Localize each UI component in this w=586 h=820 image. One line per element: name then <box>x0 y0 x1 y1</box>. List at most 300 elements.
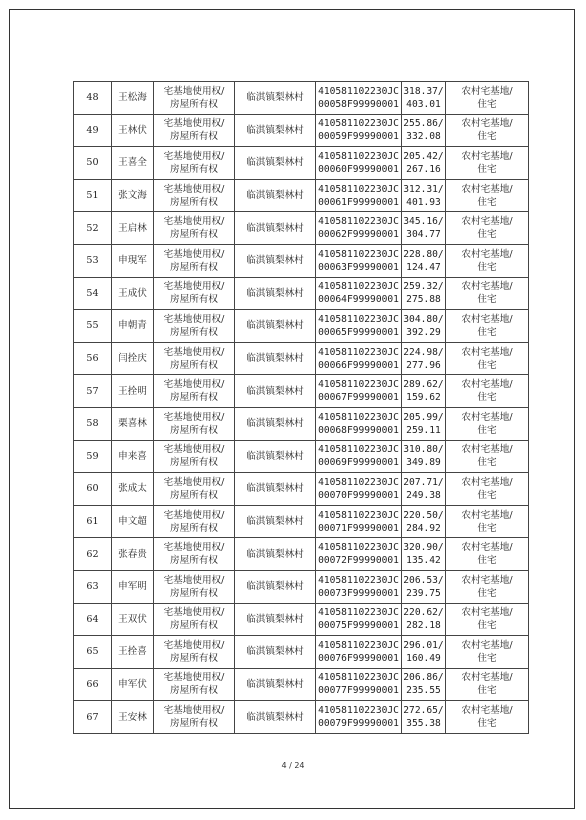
unit-code-line: 00068F99990001 <box>318 424 399 436</box>
right-type-line: 房屋所有权 <box>170 261 218 273</box>
right-type-line: 房屋所有权 <box>170 98 218 110</box>
right-type-line: 宅基地使用权/ <box>163 183 225 195</box>
area-line: 205.42/ <box>403 150 444 162</box>
right-type-cell <box>154 701 235 734</box>
unit-code-cell <box>316 277 402 310</box>
table-row <box>74 310 529 343</box>
owner-name-cell: 申来喜 <box>112 440 154 473</box>
location-cell: 临淇镇梨林村 <box>235 505 316 538</box>
area-line: 282.18 <box>406 620 441 632</box>
right-type-cell <box>154 473 235 506</box>
table-row <box>74 473 529 506</box>
right-type-line: 宅基地使用权/ <box>163 281 225 293</box>
table-row <box>74 147 529 180</box>
owner-name-cell: 王拴明 <box>112 375 154 408</box>
area-line: 320.90/ <box>403 542 444 554</box>
unit-code-line: 410581102230JC <box>318 574 399 586</box>
right-type-line: 宅基地使用权/ <box>163 574 225 586</box>
area-line: 135.42 <box>406 555 441 567</box>
area-cell <box>402 114 446 147</box>
row-number-cell: 65 <box>74 636 112 669</box>
usage-line: 农村宅基地/ <box>461 444 513 456</box>
right-type-line: 宅基地使用权/ <box>163 216 225 228</box>
unit-code-line: 00069F99990001 <box>318 457 399 469</box>
right-type-line: 房屋所有权 <box>170 163 218 175</box>
unit-code-line: 00073F99990001 <box>318 587 399 599</box>
right-type-line: 房屋所有权 <box>170 457 218 469</box>
usage-line: 住宅 <box>477 652 497 664</box>
right-type-line: 宅基地使用权/ <box>163 346 225 358</box>
location-cell: 临淇镇梨林村 <box>235 82 316 115</box>
location-cell: 临淇镇梨林村 <box>235 570 316 603</box>
area-line: 235.55 <box>406 685 441 697</box>
area-line: 349.89 <box>406 457 441 469</box>
usage-line: 农村宅基地/ <box>461 281 513 293</box>
usage-cell <box>446 570 529 603</box>
unit-code-line: 00066F99990001 <box>318 359 399 371</box>
row-number-cell: 66 <box>74 668 112 701</box>
right-type-line: 房屋所有权 <box>170 359 218 371</box>
right-type-line: 房屋所有权 <box>170 196 218 208</box>
right-type-line: 宅基地使用权/ <box>163 444 225 456</box>
table-row <box>74 277 529 310</box>
area-line: 255.86/ <box>403 118 444 130</box>
location-cell: 临淇镇梨林村 <box>235 114 316 147</box>
row-number-cell: 59 <box>74 440 112 473</box>
unit-code-line: 00075F99990001 <box>318 620 399 632</box>
usage-cell <box>446 701 529 734</box>
right-type-line: 房屋所有权 <box>170 620 218 632</box>
area-line: 220.62/ <box>403 607 444 619</box>
right-type-line: 宅基地使用权/ <box>163 313 225 325</box>
right-type-cell <box>154 505 235 538</box>
area-line: 259.32/ <box>403 281 444 293</box>
unit-code-cell <box>316 114 402 147</box>
row-number-cell: 52 <box>74 212 112 245</box>
table-row <box>74 440 529 473</box>
location-cell: 临淇镇梨林村 <box>235 701 316 734</box>
table-row <box>74 570 529 603</box>
usage-line: 住宅 <box>477 392 497 404</box>
owner-name-cell: 王林伏 <box>112 114 154 147</box>
owner-name-cell: 栗喜林 <box>112 407 154 440</box>
unit-code-line: 410581102230JC <box>318 672 399 684</box>
location-cell: 临淇镇梨林村 <box>235 636 316 669</box>
owner-name-cell: 王拴喜 <box>112 636 154 669</box>
unit-code-line: 410581102230JC <box>318 150 399 162</box>
area-line: 277.96 <box>406 359 441 371</box>
usage-cell <box>446 603 529 636</box>
unit-code-cell <box>316 244 402 277</box>
area-cell <box>402 473 446 506</box>
right-type-cell <box>154 82 235 115</box>
right-type-line: 房屋所有权 <box>170 685 218 697</box>
right-type-cell <box>154 440 235 473</box>
unit-code-cell <box>316 179 402 212</box>
usage-line: 农村宅基地/ <box>461 216 513 228</box>
area-cell <box>402 277 446 310</box>
area-line: 124.47 <box>406 261 441 273</box>
row-number-cell: 67 <box>74 701 112 734</box>
right-type-line: 房屋所有权 <box>170 555 218 567</box>
right-type-line: 房屋所有权 <box>170 326 218 338</box>
row-number-cell: 55 <box>74 310 112 343</box>
usage-line: 住宅 <box>477 359 497 371</box>
unit-code-cell <box>316 375 402 408</box>
unit-code-line: 410581102230JC <box>318 411 399 423</box>
unit-code-cell <box>316 701 402 734</box>
unit-code-line: 410581102230JC <box>318 85 399 97</box>
unit-code-line: 410581102230JC <box>318 346 399 358</box>
row-number-cell: 56 <box>74 342 112 375</box>
usage-line: 农村宅基地/ <box>461 542 513 554</box>
unit-code-line: 410581102230JC <box>318 248 399 260</box>
location-cell: 临淇镇梨林村 <box>235 668 316 701</box>
unit-code-line: 410581102230JC <box>318 476 399 488</box>
right-type-cell <box>154 570 235 603</box>
area-line: 249.38 <box>406 489 441 501</box>
unit-code-line: 410581102230JC <box>318 639 399 651</box>
unit-code-line: 00059F99990001 <box>318 131 399 143</box>
right-type-line: 宅基地使用权/ <box>163 542 225 554</box>
area-cell <box>402 603 446 636</box>
unit-code-line: 410581102230JC <box>318 379 399 391</box>
unit-code-cell <box>316 668 402 701</box>
owner-name-cell: 申現军 <box>112 244 154 277</box>
unit-code-line: 410581102230JC <box>318 313 399 325</box>
row-number-cell: 63 <box>74 570 112 603</box>
usage-line: 住宅 <box>477 294 497 306</box>
owner-name-cell: 申军明 <box>112 570 154 603</box>
row-number-cell: 48 <box>74 82 112 115</box>
area-line: 392.29 <box>406 326 441 338</box>
right-type-line: 房屋所有权 <box>170 294 218 306</box>
right-type-line: 宅基地使用权/ <box>163 379 225 391</box>
usage-line: 农村宅基地/ <box>461 150 513 162</box>
right-type-cell <box>154 603 235 636</box>
unit-code-cell <box>316 310 402 343</box>
area-cell <box>402 407 446 440</box>
owner-name-cell: 张春贵 <box>112 538 154 571</box>
usage-line: 农村宅基地/ <box>461 411 513 423</box>
right-type-line: 宅基地使用权/ <box>163 705 225 717</box>
table-row <box>74 244 529 277</box>
right-type-cell <box>154 114 235 147</box>
area-cell <box>402 147 446 180</box>
usage-cell <box>446 668 529 701</box>
area-line: 275.88 <box>406 294 441 306</box>
usage-line: 农村宅基地/ <box>461 574 513 586</box>
usage-line: 住宅 <box>477 196 497 208</box>
usage-line: 住宅 <box>477 522 497 534</box>
location-cell: 临淇镇梨林村 <box>235 277 316 310</box>
usage-cell <box>446 440 529 473</box>
area-line: 289.62/ <box>403 379 444 391</box>
usage-cell <box>446 473 529 506</box>
right-type-line: 房屋所有权 <box>170 229 218 241</box>
right-type-line: 房屋所有权 <box>170 652 218 664</box>
unit-code-line: 00079F99990001 <box>318 718 399 730</box>
usage-line: 住宅 <box>477 229 497 241</box>
location-cell: 临淇镇梨林村 <box>235 440 316 473</box>
right-type-cell <box>154 407 235 440</box>
usage-line: 农村宅基地/ <box>461 476 513 488</box>
row-number-cell: 64 <box>74 603 112 636</box>
area-line: 304.80/ <box>403 313 444 325</box>
table-row <box>74 603 529 636</box>
usage-line: 农村宅基地/ <box>461 509 513 521</box>
right-type-line: 宅基地使用权/ <box>163 150 225 162</box>
right-type-cell <box>154 538 235 571</box>
right-type-line: 宅基地使用权/ <box>163 118 225 130</box>
unit-code-line: 410581102230JC <box>318 216 399 228</box>
unit-code-line: 00065F99990001 <box>318 326 399 338</box>
owner-name-cell: 王成伏 <box>112 277 154 310</box>
unit-code-line: 00058F99990001 <box>318 98 399 110</box>
table-row <box>74 82 529 115</box>
usage-cell <box>446 82 529 115</box>
row-number-cell: 62 <box>74 538 112 571</box>
row-number-cell: 50 <box>74 147 112 180</box>
usage-line: 住宅 <box>477 424 497 436</box>
records-table <box>73 81 529 734</box>
right-type-line: 宅基地使用权/ <box>163 672 225 684</box>
area-line: 259.11 <box>406 424 441 436</box>
area-line: 159.62 <box>406 392 441 404</box>
location-cell: 临淇镇梨林村 <box>235 375 316 408</box>
area-cell <box>402 82 446 115</box>
row-number-cell: 51 <box>74 179 112 212</box>
usage-cell <box>446 114 529 147</box>
area-line: 296.01/ <box>403 639 444 651</box>
location-cell: 临淇镇梨林村 <box>235 603 316 636</box>
owner-name-cell: 王安林 <box>112 701 154 734</box>
area-line: 267.16 <box>406 163 441 175</box>
usage-cell <box>446 212 529 245</box>
usage-cell <box>446 310 529 343</box>
area-cell <box>402 375 446 408</box>
right-type-line: 房屋所有权 <box>170 489 218 501</box>
unit-code-line: 00064F99990001 <box>318 294 399 306</box>
usage-line: 住宅 <box>477 555 497 567</box>
area-line: 160.49 <box>406 652 441 664</box>
unit-code-line: 410581102230JC <box>318 183 399 195</box>
table-row <box>74 538 529 571</box>
location-cell: 临淇镇梨林村 <box>235 342 316 375</box>
usage-line: 住宅 <box>477 685 497 697</box>
unit-code-line: 00071F99990001 <box>318 522 399 534</box>
usage-line: 农村宅基地/ <box>461 639 513 651</box>
area-cell <box>402 668 446 701</box>
unit-code-cell <box>316 82 402 115</box>
unit-code-line: 00067F99990001 <box>318 392 399 404</box>
owner-name-cell: 申文超 <box>112 505 154 538</box>
area-line: 220.50/ <box>403 509 444 521</box>
area-line: 304.77 <box>406 229 441 241</box>
right-type-cell <box>154 342 235 375</box>
row-number-cell: 49 <box>74 114 112 147</box>
unit-code-cell <box>316 147 402 180</box>
table-row <box>74 179 529 212</box>
owner-name-cell: 张文海 <box>112 179 154 212</box>
usage-line: 住宅 <box>477 261 497 273</box>
area-line: 224.98/ <box>403 346 444 358</box>
right-type-cell <box>154 375 235 408</box>
unit-code-cell <box>316 473 402 506</box>
right-type-cell <box>154 636 235 669</box>
unit-code-line: 00063F99990001 <box>318 261 399 273</box>
usage-cell <box>446 277 529 310</box>
table-row <box>74 505 529 538</box>
area-line: 205.99/ <box>403 411 444 423</box>
unit-code-cell <box>316 603 402 636</box>
usage-cell <box>446 179 529 212</box>
right-type-cell <box>154 179 235 212</box>
location-cell: 临淇镇梨林村 <box>235 310 316 343</box>
row-number-cell: 61 <box>74 505 112 538</box>
usage-line: 农村宅基地/ <box>461 313 513 325</box>
unit-code-line: 00077F99990001 <box>318 685 399 697</box>
right-type-cell <box>154 668 235 701</box>
location-cell: 临淇镇梨林村 <box>235 473 316 506</box>
location-cell: 临淇镇梨林村 <box>235 244 316 277</box>
area-line: 207.71/ <box>403 476 444 488</box>
area-line: 355.38 <box>406 718 441 730</box>
area-line: 318.37/ <box>403 85 444 97</box>
unit-code-cell <box>316 636 402 669</box>
unit-code-line: 410581102230JC <box>318 542 399 554</box>
area-cell <box>402 212 446 245</box>
usage-line: 住宅 <box>477 457 497 469</box>
usage-line: 农村宅基地/ <box>461 607 513 619</box>
usage-line: 农村宅基地/ <box>461 379 513 391</box>
right-type-line: 房屋所有权 <box>170 587 218 599</box>
usage-line: 农村宅基地/ <box>461 183 513 195</box>
table-row <box>74 701 529 734</box>
location-cell: 临淇镇梨林村 <box>235 212 316 245</box>
row-number-cell: 60 <box>74 473 112 506</box>
right-type-line: 房屋所有权 <box>170 392 218 404</box>
row-number-cell: 53 <box>74 244 112 277</box>
usage-line: 住宅 <box>477 620 497 632</box>
unit-code-line: 410581102230JC <box>318 444 399 456</box>
area-cell <box>402 440 446 473</box>
area-line: 228.80/ <box>403 248 444 260</box>
area-line: 239.75 <box>406 587 441 599</box>
right-type-line: 宅基地使用权/ <box>163 639 225 651</box>
usage-line: 住宅 <box>477 489 497 501</box>
right-type-line: 房屋所有权 <box>170 522 218 534</box>
page-number: 4 / 24 <box>281 761 305 770</box>
area-cell <box>402 310 446 343</box>
unit-code-cell <box>316 570 402 603</box>
right-type-line: 宅基地使用权/ <box>163 248 225 260</box>
area-line: 206.53/ <box>403 574 444 586</box>
unit-code-line: 00061F99990001 <box>318 196 399 208</box>
usage-cell <box>446 636 529 669</box>
right-type-cell <box>154 147 235 180</box>
area-line: 332.08 <box>406 131 441 143</box>
location-cell: 临淇镇梨林村 <box>235 147 316 180</box>
usage-cell <box>446 147 529 180</box>
table-row <box>74 342 529 375</box>
area-cell <box>402 636 446 669</box>
owner-name-cell: 王双伏 <box>112 603 154 636</box>
right-type-cell <box>154 310 235 343</box>
unit-code-line: 00062F99990001 <box>318 229 399 241</box>
right-type-line: 房屋所有权 <box>170 718 218 730</box>
unit-code-line: 00072F99990001 <box>318 555 399 567</box>
right-type-line: 房屋所有权 <box>170 424 218 436</box>
usage-line: 住宅 <box>477 718 497 730</box>
area-line: 401.93 <box>406 196 441 208</box>
area-line: 206.86/ <box>403 672 444 684</box>
right-type-line: 宅基地使用权/ <box>163 411 225 423</box>
right-type-line: 宅基地使用权/ <box>163 85 225 97</box>
right-type-cell <box>154 244 235 277</box>
unit-code-cell <box>316 538 402 571</box>
usage-line: 农村宅基地/ <box>461 346 513 358</box>
row-number-cell: 54 <box>74 277 112 310</box>
unit-code-cell <box>316 505 402 538</box>
area-line: 345.16/ <box>403 216 444 228</box>
usage-line: 农村宅基地/ <box>461 705 513 717</box>
unit-code-cell <box>316 407 402 440</box>
usage-cell <box>446 407 529 440</box>
owner-name-cell: 张成太 <box>112 473 154 506</box>
unit-code-line: 410581102230JC <box>318 705 399 717</box>
row-number-cell: 57 <box>74 375 112 408</box>
usage-cell <box>446 538 529 571</box>
area-cell <box>402 342 446 375</box>
usage-line: 住宅 <box>477 163 497 175</box>
usage-cell <box>446 505 529 538</box>
usage-cell <box>446 244 529 277</box>
area-cell <box>402 244 446 277</box>
location-cell: 临淇镇梨林村 <box>235 538 316 571</box>
unit-code-cell <box>316 342 402 375</box>
unit-code-line: 00076F99990001 <box>318 652 399 664</box>
unit-code-line: 00070F99990001 <box>318 489 399 501</box>
right-type-cell <box>154 277 235 310</box>
right-type-line: 房屋所有权 <box>170 131 218 143</box>
owner-name-cell: 闫拴庆 <box>112 342 154 375</box>
usage-line: 住宅 <box>477 326 497 338</box>
area-cell <box>402 538 446 571</box>
right-type-line: 宅基地使用权/ <box>163 607 225 619</box>
usage-line: 住宅 <box>477 587 497 599</box>
location-cell: 临淇镇梨林村 <box>235 407 316 440</box>
unit-code-line: 410581102230JC <box>318 118 399 130</box>
table-row <box>74 668 529 701</box>
area-line: 284.92 <box>406 522 441 534</box>
area-cell <box>402 701 446 734</box>
right-type-cell <box>154 212 235 245</box>
area-line: 272.65/ <box>403 705 444 717</box>
location-cell: 临淇镇梨林村 <box>235 179 316 212</box>
usage-cell <box>446 342 529 375</box>
table-row <box>74 114 529 147</box>
usage-line: 住宅 <box>477 131 497 143</box>
usage-line: 住宅 <box>477 98 497 110</box>
owner-name-cell: 申军伏 <box>112 668 154 701</box>
unit-code-line: 00060F99990001 <box>318 163 399 175</box>
area-cell <box>402 179 446 212</box>
owner-name-cell: 王喜全 <box>112 147 154 180</box>
records-table-body <box>74 82 529 734</box>
usage-line: 农村宅基地/ <box>461 85 513 97</box>
area-cell <box>402 570 446 603</box>
